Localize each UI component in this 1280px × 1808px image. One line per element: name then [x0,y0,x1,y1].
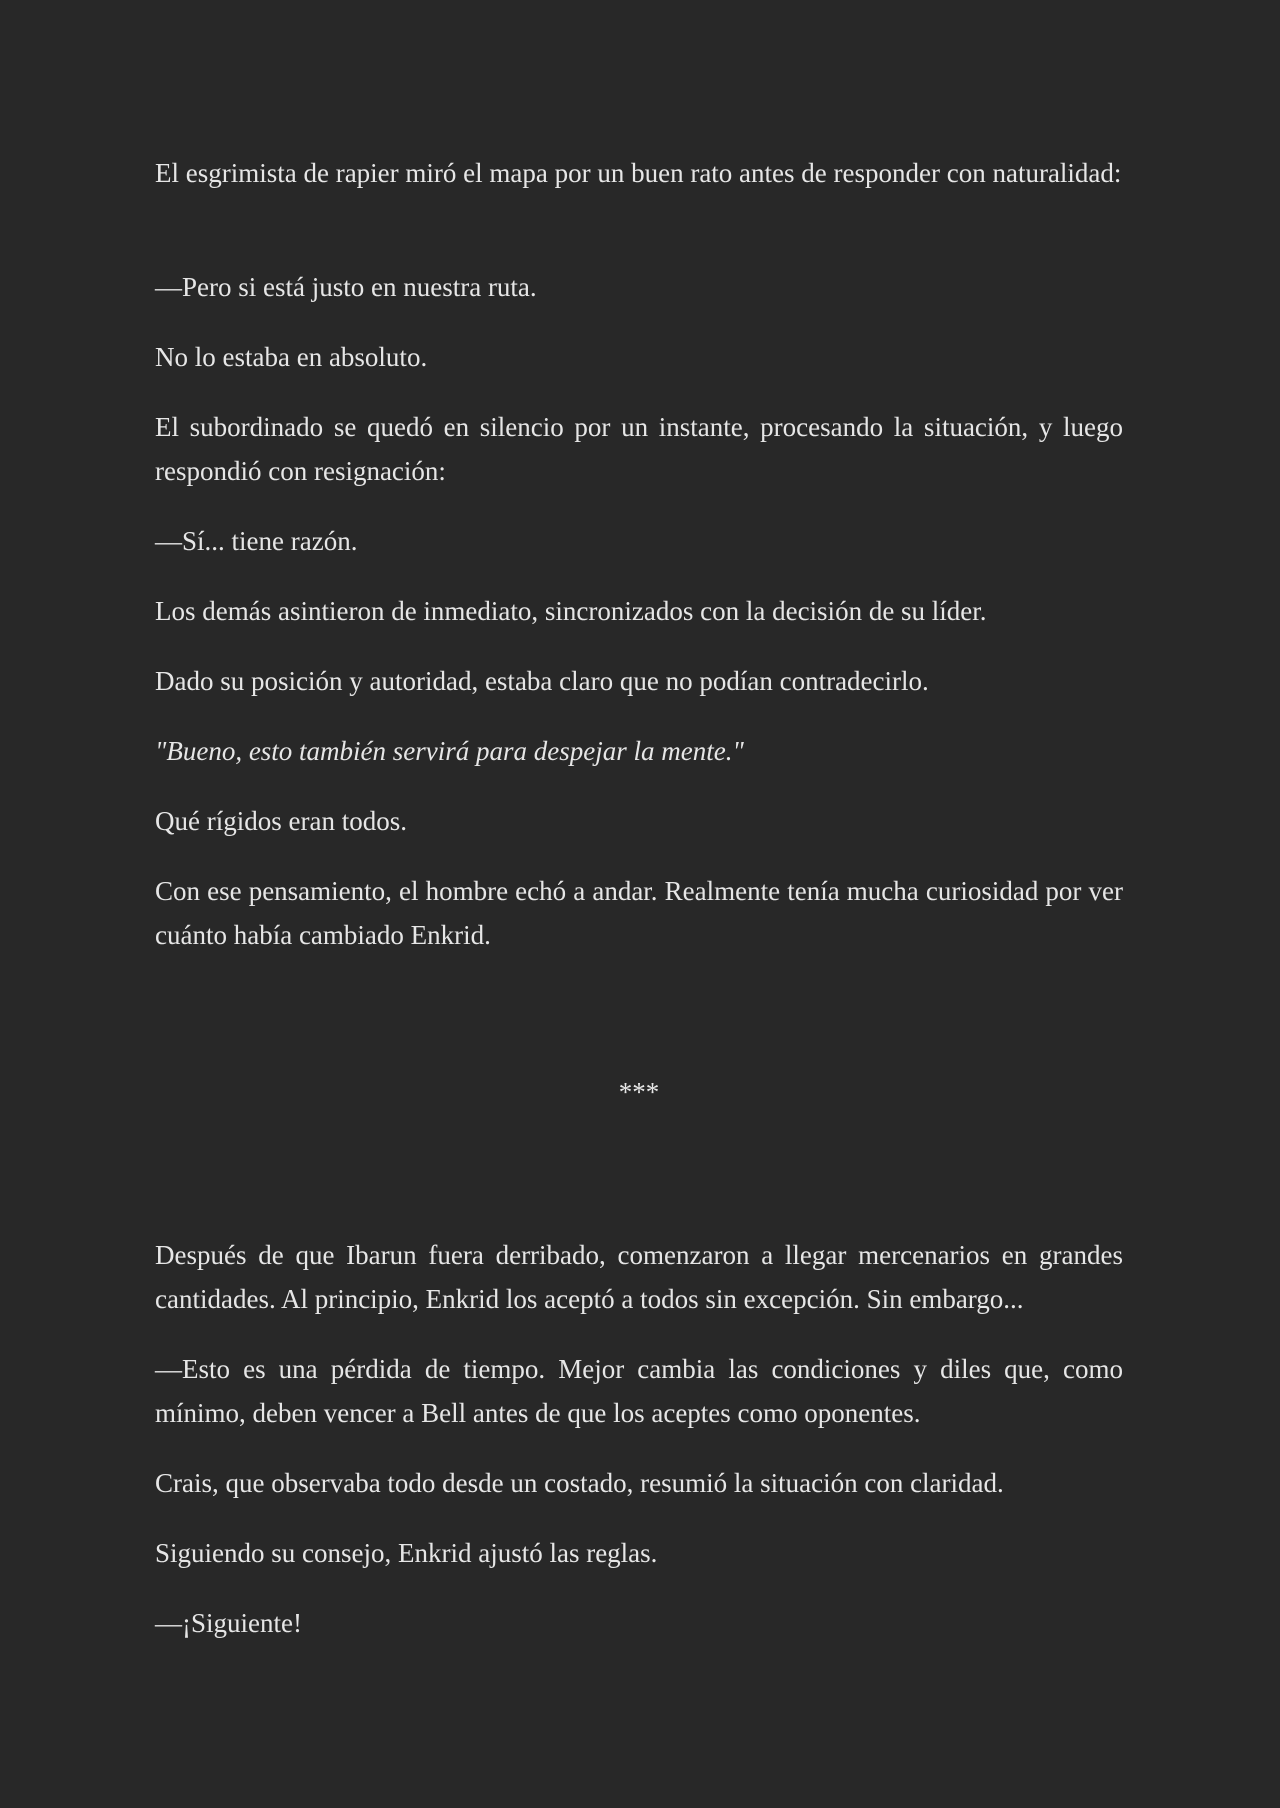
paragraph: Crais, que observaba todo desde un costado, resumió la situación con claridad. [155,1468,1004,1498]
paragraph: Dado su posición y autoridad, estaba claro que no podían contradecirlo. [155,666,929,696]
paragraph: Qué rígidos eran todos. [155,806,407,836]
paragraph: El subordinado se quedó en silencio por un instante, procesando la situación, y luego respondió con resignación: [155,412,1123,486]
thought-line: "Bueno, esto también servirá para despejar la mente." [155,736,744,766]
dialogue-line: —¡Siguiente! [155,1608,302,1638]
dialogue-line: —Sí... tiene razón. [155,526,358,556]
paragraph: El esgrimista de rapier miró el mapa por un buen rato antes de responder con naturalidad: [155,158,1122,188]
paragraph: Los demás asintieron de inmediato, sincronizados con la decisión de su líder. [155,596,987,626]
paragraph: Después de que Ibarun fuera derribado, comenzaron a llegar mercenarios en grandes cantidades. Al principio, Enkrid los aceptó a todos sin excepción. Sin embargo... [155,1240,1123,1314]
paragraph: Siguiendo su consejo, Enkrid ajustó las reglas. [155,1538,658,1568]
scene-separator: *** [618,1077,660,1107]
dialogue-line: —Esto es una pérdida de tiempo. Mejor cambia las condiciones y diles que, como mínimo, deben vencer a Bell antes de que los aceptes como oponentes. [155,1354,1123,1428]
dialogue-line: —Pero si está justo en nuestra ruta. [155,272,537,302]
paragraph: No lo estaba en absoluto. [155,342,428,372]
paragraph: Con ese pensamiento, el hombre echó a andar. Realmente tenía mucha curiosidad por ver cuánto había cambiado Enkrid. [155,876,1123,950]
